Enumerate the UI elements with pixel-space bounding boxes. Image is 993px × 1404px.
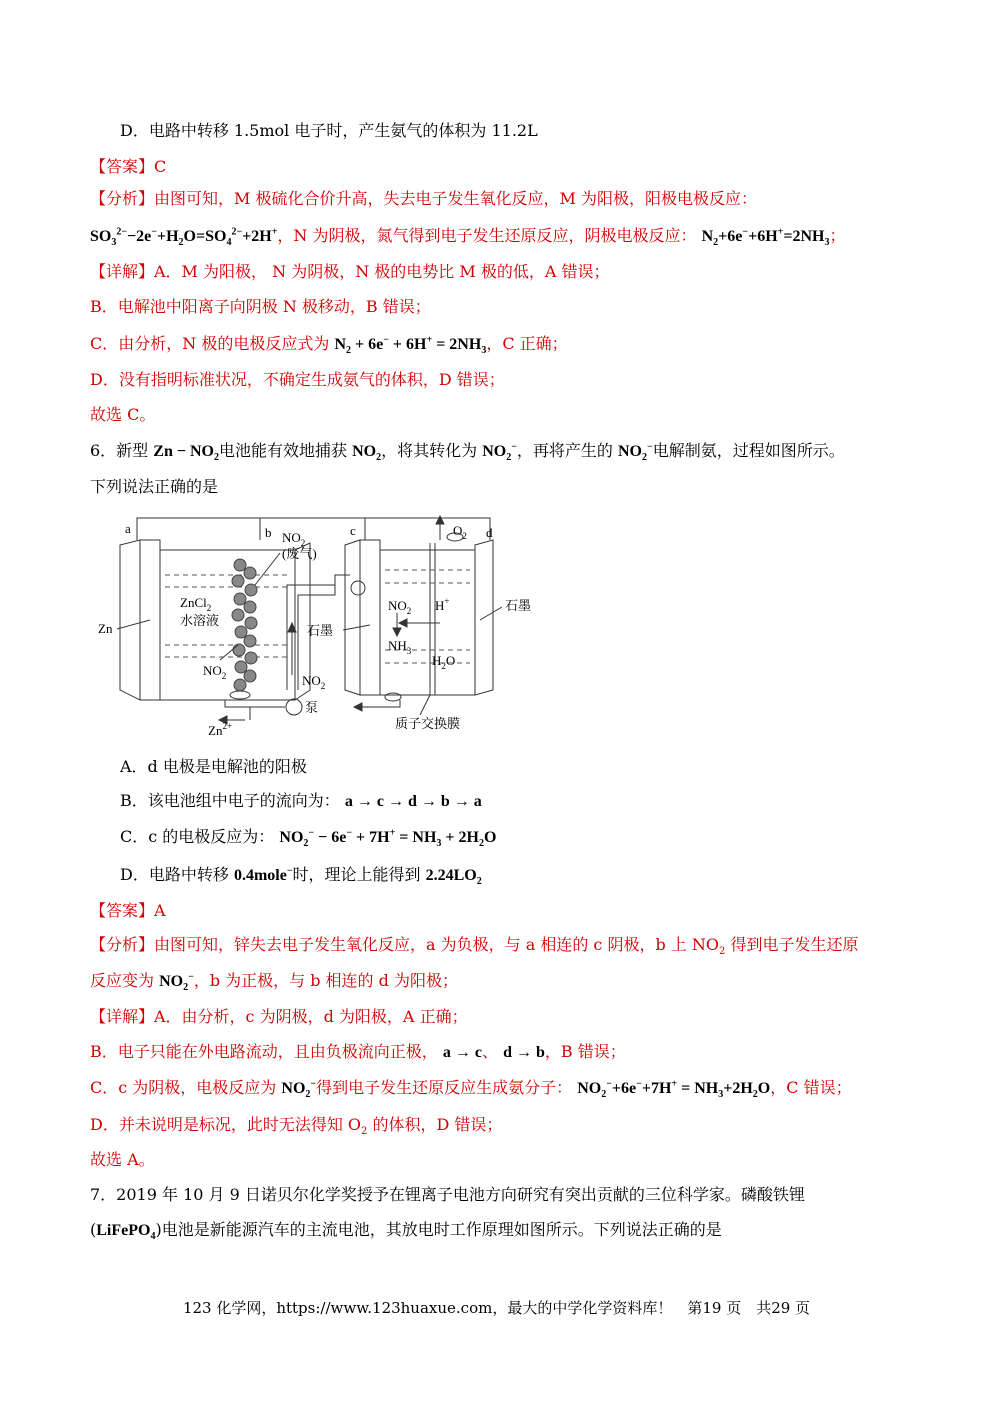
label-h-plus: H+	[435, 596, 450, 613]
label-aqueous: 水溶液	[180, 613, 220, 628]
q6-detail-d: D．并未说明是标况，此时无法得知 $O_2$ 的体积，D 错误；	[90, 1115, 503, 1138]
q6-conclusion: 故选 A。	[90, 1150, 155, 1169]
q7-stem-1: 7．2019 年 10 月 9 日诺贝尔化学奖授予在锂离子电池方向研究有突出贡献的三位科学家。磷酸铁锂	[90, 1185, 805, 1204]
page-footer: 123 化学网，https://www.123huaxue.com，最大的中学化学资料库！ 第19 页 共29 页	[182, 1299, 811, 1317]
label-nh3: $NH_3$	[388, 638, 412, 656]
q6-analysis-1: 【分析】由图可知，锌失去电子发生氧化反应，a 为负极，与 a 相连的 c 阴极，b 上 $NO_2$ 得到电子发生还原	[90, 935, 859, 958]
label-a: a	[125, 521, 131, 536]
q5-detail-a: 【详解】A．M 为阳极， N 为阴极，N 极的电势比 M 极的低，A 错误；	[90, 262, 610, 281]
label-pump: 泵	[305, 700, 319, 715]
label-graphite-left: 石墨	[307, 623, 334, 638]
label-no2-minus-1: $NO_2$	[203, 663, 227, 681]
q6-option-d: D．电路中转移 0.4mole−时，理论上能得到 $2.24LO_2$	[120, 865, 482, 888]
q6-detail-a: 【详解】A．由分析，c 为阴极，d 为阳极，A 正确；	[90, 1007, 468, 1026]
catalyst-balls	[232, 559, 257, 691]
q6-option-c: C．c 的电极反应为： $NO_2^- - 6e^- + 7H^+ = NH_3 + 2H_2O$	[120, 827, 497, 850]
label-b: b	[265, 525, 272, 540]
label-membrane: 质子交换膜	[395, 716, 461, 731]
label-zncl2: ZnCl$_2$	[180, 595, 212, 613]
label-zn: Zn	[98, 621, 113, 636]
label-no2-minus-2: $NO_2$	[302, 673, 326, 691]
q5-option-d: D．电路中转移 1.5mol 电子时，产生氨气的体积为 11.2L	[120, 121, 538, 140]
label-o2: $O_2$	[453, 523, 467, 541]
q7-stem-2: (LiFePO$_4$)电池是新能源汽车的主流电池，其放电时工作原理如图所示。下列说法正确的是	[90, 1220, 722, 1243]
q5-eq-cathode: $N_2+6e^-+6H^+=2NH_3$	[701, 226, 830, 249]
q5-detail-c: C．由分析，N 极的电极反应式为 $N_2 + 6e^- + 6H^+ = 2NH_3$，C 正确；	[90, 334, 568, 357]
label-h2o: $H_2O$	[432, 653, 456, 671]
label-zn2: $Zn^{2+}$	[208, 721, 233, 738]
q6-detail-b: B．电子只能在外电路流动，且由负极流向正极， a → c、 d → b，B 错误；	[90, 1042, 626, 1061]
q5-analysis-2-text: ，N 为阴极，氮气得到电子发生还原反应，阴极电极反应：	[277, 226, 697, 245]
q5-eq-anode: $SO_3^{2-}-2e^-+H_2O=SO_4^{2-}+2H^+$	[90, 226, 278, 249]
q5-analysis-1: 【分析】由图可知，M 极硫化合价升高，失去电子发生氧化反应，M 为阳极，阳极电极反应：	[90, 189, 757, 208]
q5-answer: 【答案】C	[90, 157, 167, 176]
q5-detail-b: B．电解池中阳离子向阴极 N 极移动，B 错误；	[90, 297, 431, 316]
q6-analysis-2: 反应变为 $NO_2^-$，b 为正极，与 b 相连的 d 为阳极；	[90, 971, 458, 994]
q6-detail-c: C．c 为阴极，电极反应为 $NO_2^-$得到电子发生还原反应生成氨分子： $NO_2^-+6e^-+7H^+ = NH_3+2H_2O$，C 错误；	[90, 1078, 852, 1101]
q6-option-a: A．d 电极是电解池的阳极	[120, 757, 307, 776]
label-graphite-right: 石墨	[505, 598, 532, 613]
q6-option-b: B．该电池组中电子的流向为： a → c → d → b → a	[120, 791, 482, 810]
zn-no2-cell-diagram	[95, 515, 555, 740]
q6-stem-1: 6．新型 $Zn - NO_2$电池能有效地捕获 $NO_2$，将其转化为 $NO_2^-$，再将产生的 $NO_2^-$电解制氨，过程如图所示。	[90, 441, 845, 464]
q5-conclusion: 故选 C。	[90, 405, 156, 424]
q6-answer: 【答案】A	[90, 901, 166, 920]
label-c: c	[350, 523, 356, 538]
q5-analysis-2: $SO_3^{2-}-2e^-+H_2O=SO_4^{2-}+2H^+$，N 为阴极，氮气得到电子发生还原反应，阴极电极反应： $N_2+6e^-+6H^+=2NH_3$；	[90, 226, 846, 249]
label-no2-minus-3: $NO_2$	[388, 598, 412, 616]
q6-stem-2: 下列说法正确的是	[90, 477, 219, 496]
label-waste: (废气)	[282, 546, 317, 561]
label-d: d	[486, 525, 493, 540]
q5-detail-d: D．没有指明标准状况，不确定生成氨气的体积，D 错误；	[90, 370, 505, 389]
label-no2-gas: $NO_2$	[282, 530, 306, 548]
